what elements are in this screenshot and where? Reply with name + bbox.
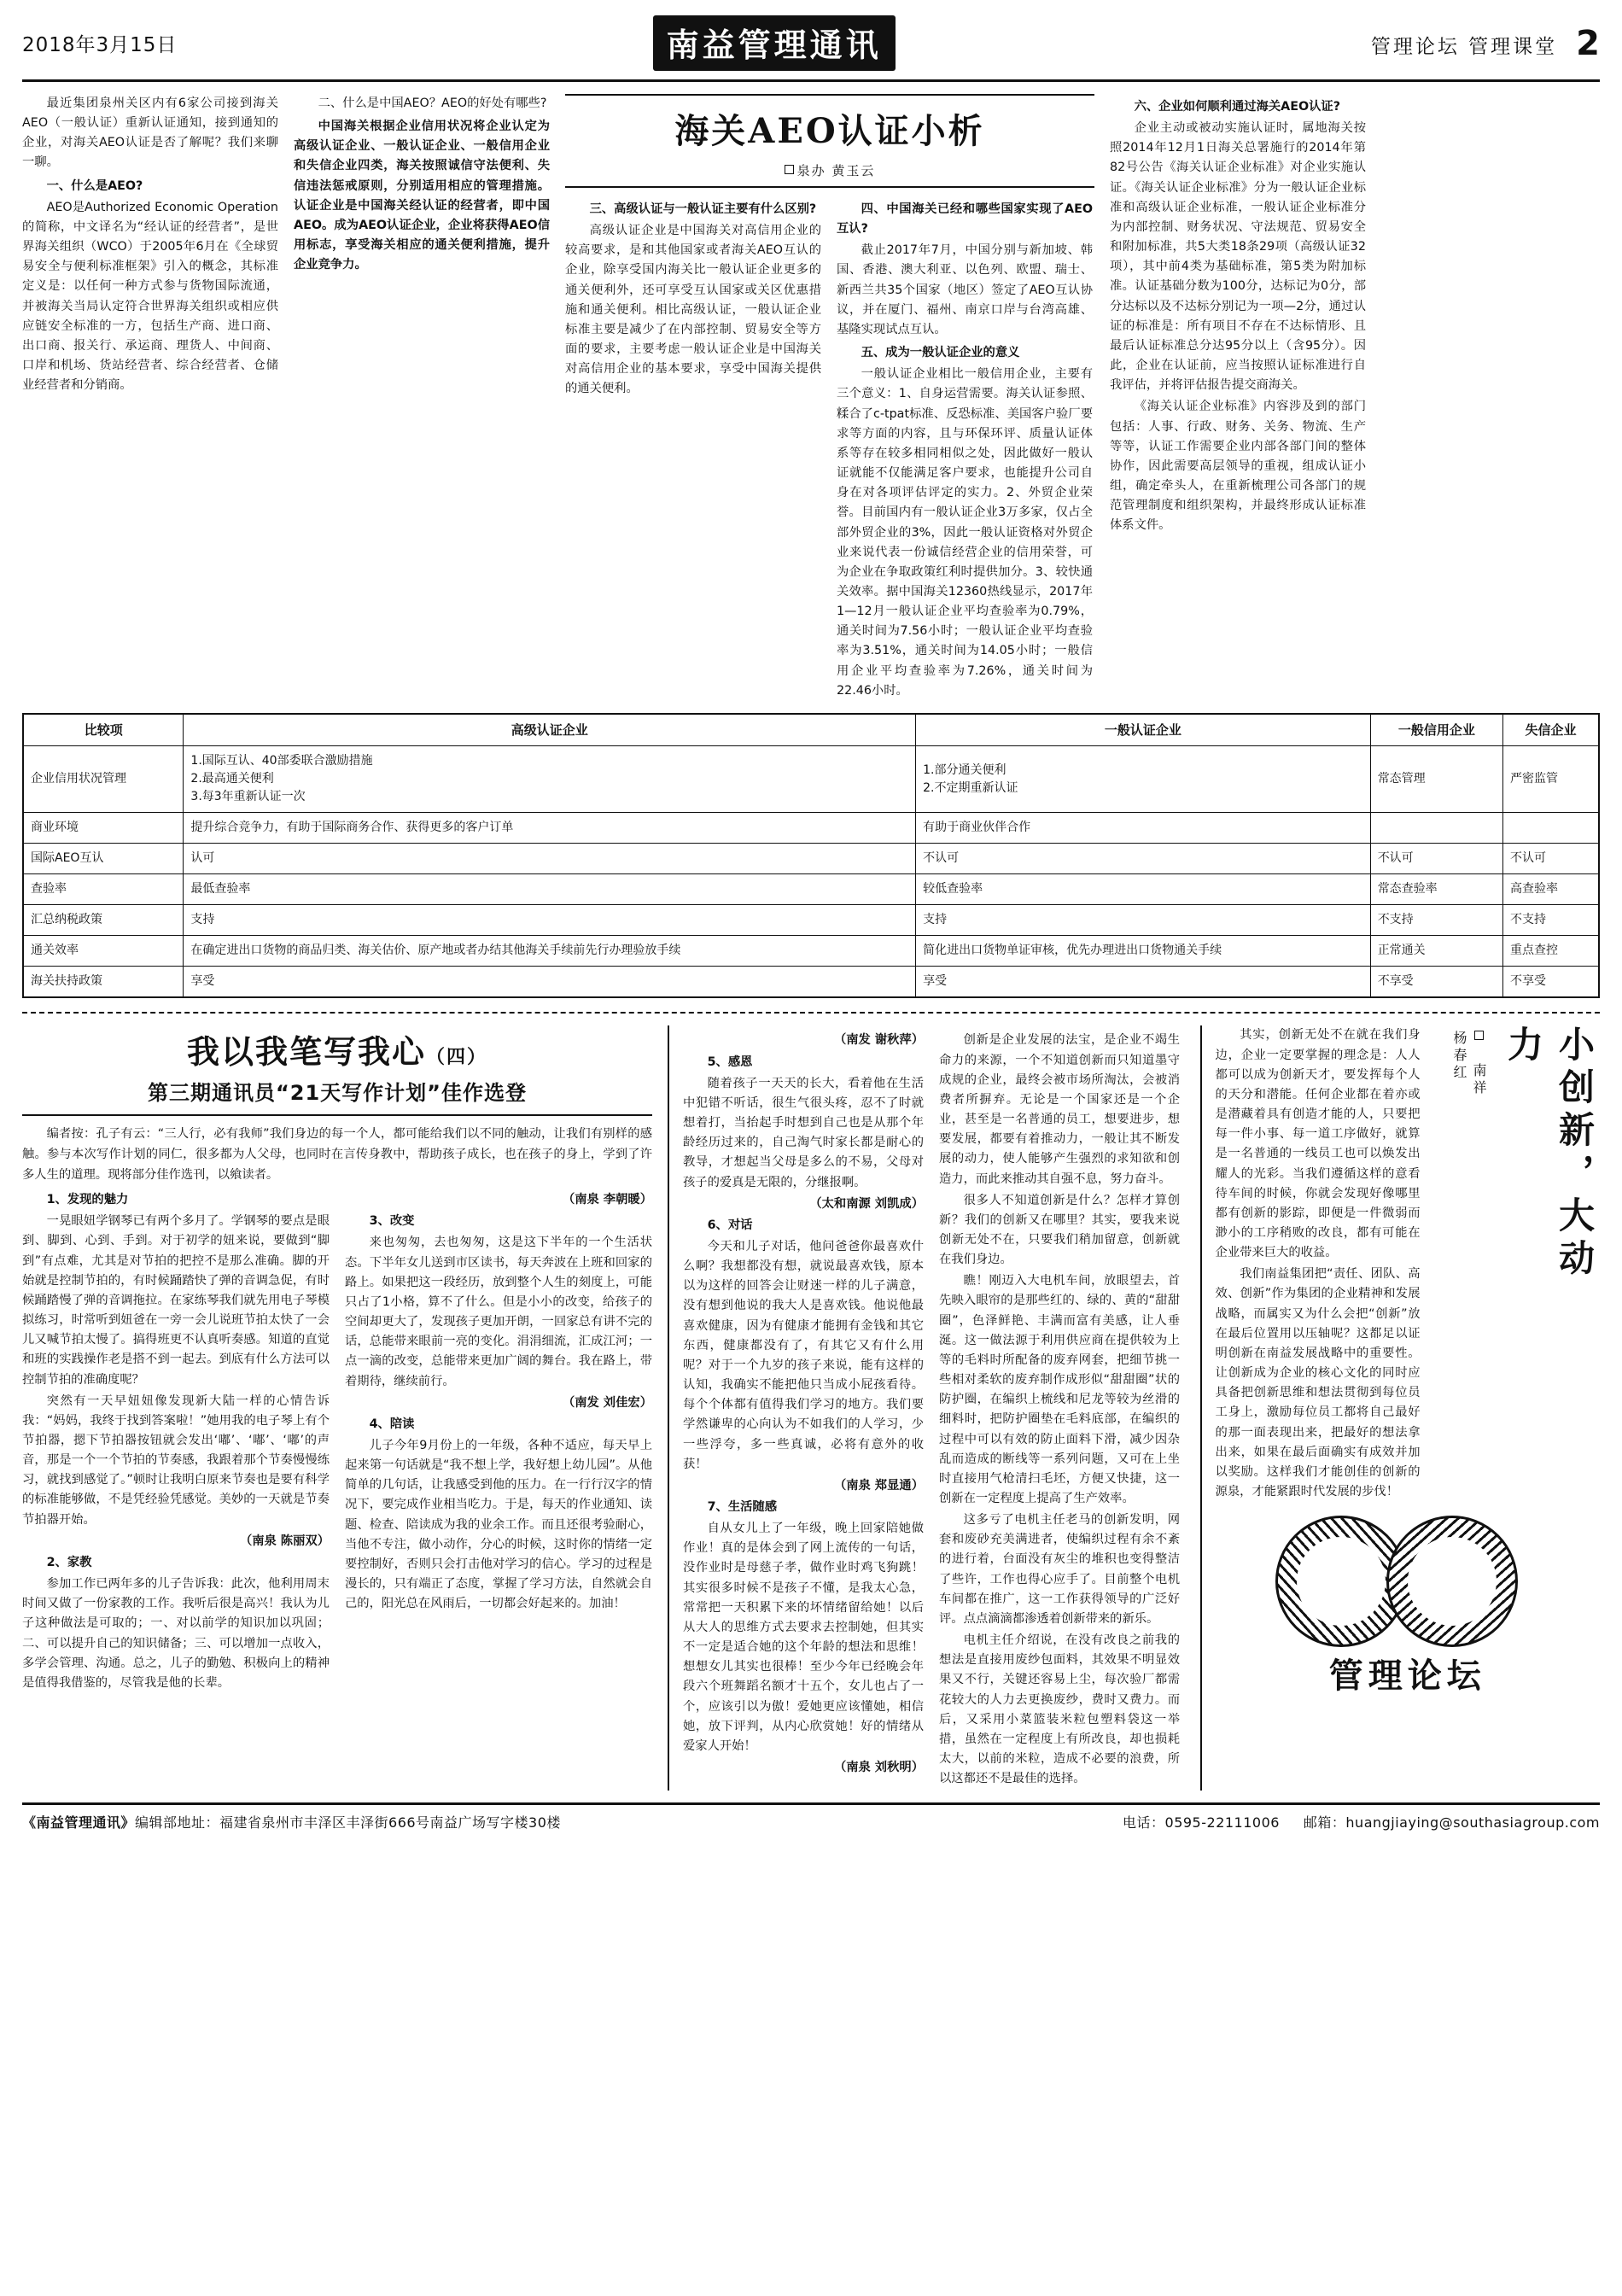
writing-col-1 — [22, 1190, 330, 1695]
table-cell: 享受 — [184, 967, 916, 998]
masthead-right — [1370, 23, 1600, 63]
paragraph: 一晃眼妞学钢琴已有两个多月了。学钢琴的要点是眼到、脚到、心到、手到。对于初学的妞来说，要做到“脚到”有点难，尤其是对节拍的把控不是那么准确。脚的开始就是控制节拍的，有时候踊踏快了弹的音调急促，有时候踊踏慢了弹的音调拖拉。在家练琴我们就先用电子琴模拟练习，时常听到妞爸在一旁一会儿说班节拍太快了一会儿又喊节拍太慢了。搞得班更不认真听奏感。知道的直觉和班的实践操作老是搭不到一起去。到底有什么方法可以控制节拍的准确度呢？ — [22, 1214, 330, 1387]
byline-text: 泉办 黄玉云 — [796, 163, 876, 178]
writing-plan-right — [1200, 1025, 1600, 1791]
footer-address — [22, 1812, 561, 1832]
writing-col-5 — [1216, 1025, 1421, 1502]
table-cell: 支持 — [916, 905, 1371, 936]
paragraph: 二、什么是中国AEO？AEO的好处有哪些? — [318, 96, 547, 110]
table-cell: 不支持 — [1370, 905, 1502, 936]
footer-address-text: 编辑部地址：福建省泉州市丰泽区丰泽街666号南益广场写字楼30楼 — [135, 1814, 561, 1832]
subheading: 四、中国海关已经和哪些国家实现了AEO互认? — [837, 202, 1093, 237]
subheading: 中国海关根据企业信用状况将企业认定为高级认证企业、一般认证企业、一般信用企业和失信企业四类，海关按照诚信守法便利、失信违法惩戒原则，分别适用相应的管理措施。认证企业是中国海关经认证的经营者，即中国AEO。成为AEO认证企业，企业将获得AEO信用标志，享受海关相应的通关便利措施，提升企业竞争力。 — [294, 120, 550, 272]
table-cell: 正常通关 — [1370, 936, 1502, 967]
writing-plan-left — [22, 1025, 652, 1791]
section-heading: 1、发现的魅力 — [46, 1193, 129, 1207]
section-signature: （南泉 郑显通） — [833, 1478, 924, 1493]
paragraph: 最近集团泉州关区内有6家公司接到海关AEO（一般认证）重新认证通知，接到通知的企业，对海关AEO认证是否了解呢？我们来聊一聊。 — [22, 96, 278, 170]
table-row — [23, 905, 1599, 936]
section-heading: 5、感恩 — [707, 1055, 753, 1069]
paragraph: 突然有一天早妞妞像发现新大陆一样的心情告诉我：“妈妈，我终于找到答案啦！”她用我的电子琴上有个节拍器，摁下节拍器按钮就会发出‘嘟’、‘嘟’、‘嘟’的声音，那是一个一个节拍的节奏感，我跟着那个节奏慢慢练习，就找到感觉了。”顿时让我明白原来节奏也是要有科学的标准能够做，不是凭经验凭感觉。美妙的一天就是节奏节拍器开始。 — [22, 1393, 330, 1527]
table-row-label: 海关扶持政策 — [23, 967, 184, 998]
table-cell: 严密监管 — [1502, 746, 1599, 813]
innovation-headline: 小创新，大动力 — [1502, 1025, 1596, 1282]
table-header-cell: 失信企业 — [1502, 714, 1599, 746]
paragraph: AEO是Authorized Economic Operation的简称，中文译名为“经认证的经营者”，是世界海关组织（WCO）于2005年6月在《全球贸易安全与便利标准框架》引入的概念，其标准定义是：以任何一种方式参与货物国际流通，并被海关当局认定符合世界海关组织或相应供应链安全标准的一方，包括生产商、进口商、出口商、报关行、承运商、理货人、中间商、口岸和机场、货站经营者、综合经营者、仓储业经营者和分销商。 — [22, 200, 278, 393]
table-cell: 不认可 — [1502, 844, 1599, 874]
subheading: 一、什么是AEO? — [46, 178, 143, 193]
table-cell: 有助于商业伙伴合作 — [916, 813, 1371, 844]
table-cell: 1.部分通关便利 2.不定期重新认证 — [916, 746, 1371, 813]
rule-bottom — [565, 186, 1094, 188]
footer-phone-label: 电话： — [1123, 1814, 1165, 1832]
subheading: 三、高级认证与一般认证主要有什么区别? — [589, 202, 817, 216]
table-cell: 在确定进出口货物的商品归类、海关估价、原产地或者办结其他海关手续前先行办理验放手续 — [184, 936, 916, 967]
article-byline — [565, 161, 1094, 179]
paragraph: 截止2017年7月，中国分别与新加坡、韩国、香港、澳大利亚、以色列、欧盟、瑞士、新西兰共35个国家（地区）签定了AEO互认协议，并在厦门、福州、南京口岸与台湾高雄、基隆实现试点互认。 — [837, 243, 1093, 336]
footer-publication: 《南益管理通讯》 — [22, 1814, 136, 1832]
section-heading: 2、家教 — [46, 1555, 92, 1569]
table-cell: 重点查控 — [1502, 936, 1599, 967]
paragraph: 随着孩子一天天的长大，看着他在生活中犯错不听话，很生气很头疼，忍不了时就想着打，当抬起手时想到自己也是从那个年龄经历过来的，自己淘气时家长都是耐心的教导，才想起当父母是多么的不易，父母对孩子的爱真是无限的，分继报啊。 — [683, 1076, 924, 1189]
paragraph: 一般认证企业相比一般信用企业，主要有三个意义：1、自身运营需要。海关认证参照、糅合了c-tpat标准、反恐标准、美国客户验厂要求等方面的内容，且与环保环评、质量认证体系等存在较多相同相似之处，因此做好一般认证就能不仅能满足客户要求，也能提升公司自身在对各项评估评定的实力。2、外贸企业荣誉。目前国内有一般认证企业3万多家，仅占全部外贸企业的3%，因此一般认证资格对外贸企业来说代表一份诚信经营企业的信用荣誉，可为企业在争取政策红利时提供加分。3、较快通关效率。据中国海关12360热线显示，2017年1—12月一般认证企业平均查验率为0.79%，通关时间为7.56小时；一般认证企业平均查验率为3.51%，通关时间为14.05小时；一般信用企业平均查验率为7.26%，通关时间为22.46小时。 — [837, 367, 1093, 698]
writing-plan-mid — [668, 1025, 1185, 1791]
footer-mail-label: 邮箱： — [1303, 1814, 1346, 1832]
section-signature: （南发 刘佳宏） — [562, 1395, 652, 1410]
table-cell: 支持 — [184, 905, 916, 936]
table-row — [23, 874, 1599, 905]
table-cell: 认可 — [184, 844, 916, 874]
paragraph: 企业主动或被动实施认证时，属地海关按照2014年12月1日海关总署施行的2014年第82号公告《海关认证企业标准》对企业实施认证。《海关认证企业标准》分为一般认证企业标准和高级认证企业标准，一般认证企业标准分为内部控制、财务状况、守法规范、贸易安全和附加标准，共5大类18条29项（高级认证32项），其中前4类为基础标准，第5类为附加标准。认证基础分数为100分，达标记为0分，部分达标以及不达标分别记为一项—2分，通过认证的标准是：所有项目不存在不达标情形、且最后认证标准总分达95分以上（含95分）。因此，企业在认证前，应当按照认证标准进行自我评估，并将评估报告提交商海关。 — [1110, 121, 1366, 393]
table-cell: 不享受 — [1370, 967, 1502, 998]
table-header-row — [23, 714, 1599, 746]
article2-title — [22, 1025, 652, 1072]
section-heading: 7、生活随感 — [707, 1500, 778, 1514]
table-header-cell: 高级认证企业 — [184, 714, 916, 746]
paragraph: 高级认证企业是中国海关对高信用企业的较高要求，是和其他国家或者海关AEO互认的企业，除享受国内海关比一般认证企业更多的通关便利外，还可享受互认国家或关区优惠措施和通关便利。相比高级认证，一般认证企业标准主要是减少了在内部控制、贸易安全等方面的要求，主要考虑一般认证企业是中国海关对高信用企业的基本要求，享受中国海关提供的通关便利。 — [565, 224, 821, 396]
paragraph: 我们南益集团把“责任、团队、高效、创新”作为集团的企业精神和发展战略，而属实又为什么会把“创新”放在最后位置用以压轴呢？这都足以证明创新在南益发展战略中的重要性。让创新成为企业的核心文化的同时应具备把创新思维和想法贯彻到每位员工身上，激励每位员工都将自己最好的那一面表现出来，把最好的想法拿出来，如果在最后面确实有成效并加以奖励。这样我们才能创佳的创新的源泉，才能紧跟时代发展的步伐！ — [1215, 1267, 1421, 1499]
table-cell: 不享受 — [1502, 967, 1599, 998]
innovation-headline-row — [1216, 1025, 1600, 1504]
table-cell — [1502, 813, 1599, 844]
forum-logo-block — [1216, 1516, 1600, 1697]
paragraph: 其实，创新无处不在就在我们身边，企业一定要掌握的理念是：人人都可以成为创新天才，要发挥每个人的天分和潜能。任何企业都在着亦或是潜藏着具有创造才能的人，只要把每一件小事、每一道工序做好，就算是一名普通的一线员工也可以焕发出耀人的光彩。当我们遵循这样的意看待车间的时候，你就会发现好像哪里都有创新的影踪，即便是一件微弱而渺小的工序稍败的改良，都有可能在企业带来巨大的收益。 — [1215, 1028, 1421, 1260]
writing-col-2 — [345, 1190, 652, 1695]
section-links: 管理论坛 管理课堂 — [1370, 35, 1558, 58]
aeo-column-3 — [565, 196, 821, 703]
table-cell: 不认可 — [1370, 844, 1502, 874]
page-number: 2 — [1576, 23, 1600, 63]
table-row — [23, 936, 1599, 967]
article2-title-suffix: （四） — [426, 1046, 488, 1069]
aeo-column-4 — [837, 196, 1093, 703]
paragraph: 自从女儿上了一年级，晚上回家陪她做作业！真的是体会到了网上流传的一句话，没作业时是母慈子孝，做作业时鸡飞狗跳！其实很多时候不是孩子不懂，是我太心急，常常把一天积累下来的坏情绪留给她！以后从大人的思维方式去要求去控制她，但其实不一定是适合她的这个年龄的想法和思维！想想女儿其实也很棒！至少今年已经晚会年段六个班舞蹈名额才十五个，女儿也占了一个，应该引以为傲！爱她更应该懂她，相信她，放下评判，从内心欣赏她！好的情绪从爱家人开始！ — [683, 1522, 924, 1753]
aeo-body-columns — [565, 196, 1094, 703]
article-aeo — [22, 82, 1600, 998]
table-cell: 1.国际互认、40部委联合激励措施 2.最高通关便利 3.每3年重新认证一次 — [184, 746, 916, 813]
paragraph: 儿子今年9月份上的一年级，各种不适应，每天早上起来第一句话就是“我不想上学，我好想上幼儿园”。从他简单的几句话，让我感受到他的压力。在一行行汉字的情况下，要完成作业相当吃力。于是，每天的作业通知、读题、检查、陪读成为我的业余工作。而且还很考验耐心，当他不专注，做小动作，分心的时候，这时你的情绪一定要控制好，否则只会打击他对学习的信心。学习的过程是漫长的，只有端正了态度，掌握了学习方法，自然就会自己的，阳光总在风雨后，一切都会好起来的。加油！ — [345, 1439, 652, 1611]
subheading: 六、企业如何顺利通过海关AEO认证? — [1134, 100, 1341, 114]
table-row — [23, 844, 1599, 874]
square-bullet-icon — [785, 165, 794, 174]
headline-box — [565, 94, 1094, 188]
paragraph: 编者按：孔子有云：“三人行，必有我师”我们身边的每一个人，都可能给我们以不同的触动，让我们有别样的感触。参与本次写作计划的同仁，很多都为人父母，也同时在言传身教中，帮助孩子成长，也在孩子的身上，学到了许多人生的道理。现将部分佳作选刊，以飨读者。 — [22, 1127, 652, 1182]
table-row-label: 汇总纳税政策 — [23, 905, 184, 936]
section-signature: （南泉 陈丽双） — [239, 1534, 330, 1548]
table-cell — [1370, 813, 1502, 844]
paragraph: 瞧！刚迈入大电机车间，放眼望去，首先映入眼帘的是那些红的、绿的、黄的“甜甜圈”，色泽鲜艳、丰满而富有美感，让人垂涎。这一做法源于利用供应商在提供较为上等的毛料时所配备的废弃网套，把细节挑一些相对柔软的废弃制作成形似“甜甜圈”状的防护圈，在编织上梳线和尼龙等较为丝滑的细料时，把防护圈垫在毛料底部，在编织的过程中可以有效的防止面料下滑，减少因杂乱而造成的断线等一系列问题，又可在上坐时直接用气枪清扫毛坯，方便又快捷，这一创新在一定程度上提高了生产效率。 — [939, 1274, 1180, 1505]
section-signature: （太和南源 刘凯成） — [809, 1196, 924, 1211]
aeo-columns — [22, 94, 1600, 703]
aeo-column-5 — [1110, 94, 1366, 703]
publication-logo: 南益管理通讯 — [653, 15, 896, 71]
paragraph: 创新是企业发展的法宝，是企业不竭生命力的来源，一个不知道创新而只知道墨守成规的企业，最终会被市场所淘汰，会被消费者所摒弃。无论是一个国家还是一个企业，甚至是一名普通的员工，想要进步，想要发展，都要有着推动力，一般让其不断发展的动力，使人能够产生强烈的求知欲和创造力，而此来推动其自强不息，努力奋斗。 — [939, 1033, 1180, 1186]
table-row-label: 查验率 — [23, 874, 184, 905]
table-cell: 享受 — [916, 967, 1371, 998]
paragraph: 今天和儿子对话，他问爸爸你最喜欢什么啊？我想都没有想，就说最喜欢钱，原本以为这样的回答会让财迷一样的儿子满意，没有想到他说的我大人是喜欢钱。他说他最喜欢健康，因为有健康才能拥有金钱和其它东西，健康都没有了，有其它又有什么用呢？对于一个九岁的孩子来说，能有这样的认知，我确实不能把他只当成小屁孩看待。每个个体都有值得我们学习的地方。我们要学然谦卑的心向认为不如我们的人学习，少一些浮夸，多一些真诚，必将有意外的收获！ — [683, 1239, 924, 1471]
section-divider — [22, 1012, 1600, 1014]
paragraph: 来也匆匆，去也匆匆，这是这下半年的一个生活状态。下半年女儿送到市区读书，每天奔波在上班和回家的路上。如果把这一段经历，放到整个人生的刻度上，可能只占了1小格，算不了什么。但是小小的改变，给孩子的空间却更大了，发现孩子更加开朗，一回家总有讲不完的话，总能带来眼前一亮的变化。涓涓细流，汇成江河；一点一滴的改变，总能带来更加广阔的舞台。我在路上，带着期待，继续前行。 — [345, 1236, 652, 1388]
table-cell: 常态管理 — [1370, 746, 1502, 813]
table-cell: 常态查验率 — [1370, 874, 1502, 905]
footer-mail: huangjiaying@southasiagroup.com — [1345, 1814, 1600, 1832]
article-headline: 海关AEO认证小析 — [674, 111, 985, 151]
logo-circles — [1216, 1516, 1600, 1644]
aeo-column-1 — [22, 94, 278, 703]
article-writing-plan — [22, 1025, 1600, 1791]
table-header-cell: 比较项 — [23, 714, 184, 746]
table-row-label: 企业信用状况管理 — [23, 746, 184, 813]
table-cell: 不支持 — [1502, 905, 1599, 936]
byline-author: 杨春红 — [1451, 1031, 1467, 1083]
table-row — [23, 746, 1599, 813]
paragraph: 《海关认证企业标准》内容涉及到的部门包括：人事、行政、财务、关务、物流、生产等等，认证工作需要企业内部各部门间的整体协作，因此需要高层领导的重视，组成认证小组，确定牵头人，在重新梳理公司各部门的规范管理制度和组织架构，并最终形成认证标准体系文件。 — [1110, 400, 1366, 533]
logo-circle-right-icon — [1386, 1516, 1518, 1647]
paragraph: 参加工作已两年多的儿子告诉我：此次，他利用周末时间又做了一份家教的工作。我听后很是高兴！我认为儿子这种做法是可取的；一、对以前学的知识加以巩固；二、可以提升自己的知识储备；三、可以增加一点收入，多学会管理、沟通。总之，儿子的勤勉、积极向上的精神是值得我借鉴的，尽管我是他的长辈。 — [22, 1577, 330, 1690]
table-header-cell: 一般认证企业 — [916, 714, 1371, 746]
table-row-label: 通关效率 — [23, 936, 184, 967]
writing-col-4 — [939, 1031, 1180, 1791]
table-cell: 较低查验率 — [916, 874, 1371, 905]
table-cell: 最低查验率 — [184, 874, 916, 905]
table-header-cell: 一般信用企业 — [1370, 714, 1502, 746]
masthead — [22, 15, 1600, 82]
paragraph: 这多亏了电机主任老马的创新发明，网套和废砂充美满进者，使编织过程有余不紊的进行着，台面没有灰尘的堆积也变得整洁了些许，工作也得心应手了。目前整个电机车间都在推广，这一工作获得领导的广泛好评。点点滴滴都渗透着创新带来的新乐。 — [939, 1513, 1180, 1626]
byline-unit: 南祥 — [1471, 1063, 1487, 1098]
section-heading: 3、改变 — [369, 1214, 415, 1229]
square-bullet-icon — [1474, 1031, 1484, 1040]
footer-phone: 0595-22111006 — [1164, 1814, 1280, 1832]
article2-title-main: 我以我笔写我心 — [186, 1032, 426, 1072]
editor-note — [22, 1125, 652, 1185]
section-signature: （南泉 李朝暖） — [562, 1193, 652, 1207]
aeo-column-2 — [294, 94, 550, 703]
section-heading: 4、陪读 — [369, 1417, 415, 1431]
writing-plan-columns — [22, 1190, 652, 1695]
section-signature: （南泉 刘秋明） — [833, 1761, 924, 1775]
table-cell: 高查验率 — [1502, 874, 1599, 905]
rule-top — [565, 94, 1094, 96]
paragraph: 很多人不知道创新是什么？怎样才算创新？我们的创新又在哪里？其实，要我来说创新无处不在，只要我们稍加留意，创新就在我们身边。 — [939, 1193, 1180, 1267]
subheading: 五、成为一般认证企业的意义 — [861, 346, 1020, 360]
table-cell: 简化进出口货物单证审核，优先办理进出口货物通关手续 — [916, 936, 1371, 967]
table-row — [23, 967, 1599, 998]
footer-contact — [1123, 1812, 1600, 1832]
table-cell: 提升综合竞争力，有助于国际商务合作、获得更多的客户订单 — [184, 813, 916, 844]
paragraph: 电机主任介绍说，在没有改良之前我的想法是直接用废纱包面料，其效果不明显效果又不行，关键还容易上尘，每次验厂都需花较大的人力去更换废纱，费时又费力。而后，又采用小菜篮装米粒包塑料袋这一举措，虽然在一定程度上有所改良，却也损耗太大，以前的米粒，造成不必要的浪费，所以这都还不是最佳的选择。 — [939, 1633, 1180, 1786]
publication-date: 2018年3月15日 — [22, 34, 178, 56]
forum-logo-text: 管理论坛 — [1328, 1656, 1486, 1697]
table-row-label: 商业环境 — [23, 813, 184, 844]
section-signature: （南发 谢秋萍） — [833, 1033, 924, 1048]
aeo-headline-block — [565, 94, 1094, 703]
article2-subtitle: 第三期通讯员“21天写作计划”佳作选登 — [22, 1076, 652, 1116]
aeo-comparison-table — [22, 713, 1600, 999]
table-row-label: 国际AEO互认 — [23, 844, 184, 874]
innovation-byline — [1450, 1031, 1489, 1287]
writing-col-3 — [683, 1031, 924, 1791]
mid-columns — [683, 1031, 1185, 1791]
section-heading: 6、对话 — [707, 1218, 753, 1232]
page-footer — [22, 1802, 1600, 1832]
table-cell: 不认可 — [916, 844, 1371, 874]
table-row — [23, 813, 1599, 844]
